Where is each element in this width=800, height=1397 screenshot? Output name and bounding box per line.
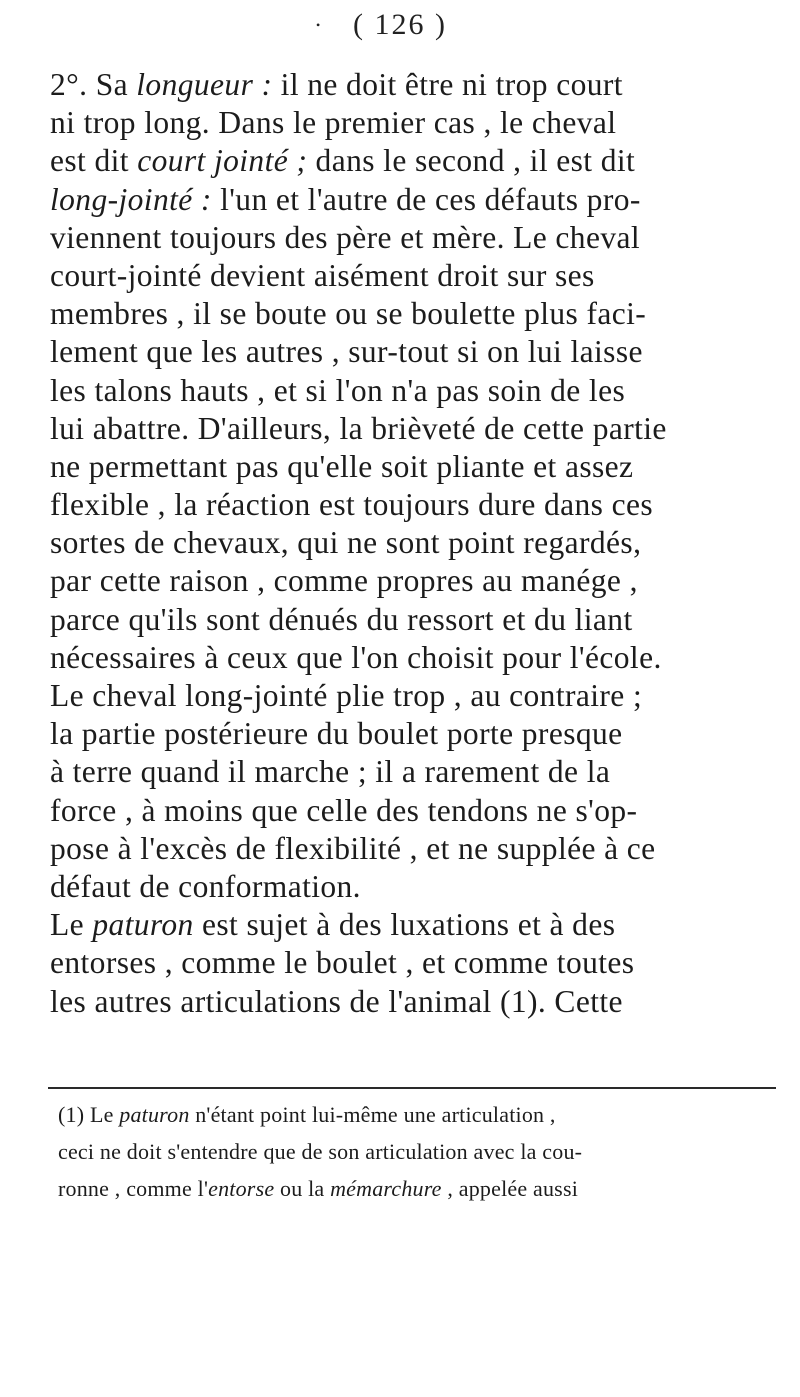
text-line <box>50 142 800 180</box>
text-run: est sujet à des luxations et à des <box>193 907 616 943</box>
text-line <box>50 410 800 448</box>
text-run: pose à l'excès de flexibilité , et ne supplée à ce <box>50 830 656 866</box>
text-run: Le <box>50 907 93 943</box>
italic-term: long-jointé : <box>50 181 212 217</box>
text-run: la partie postérieure du boulet porte presque <box>50 716 623 752</box>
footnote <box>58 1096 798 1207</box>
text-run: l'un et l'autre de ces défauts pro- <box>211 181 641 217</box>
text-line <box>50 715 800 753</box>
text-line <box>50 753 800 791</box>
text-run: court-jointé devient aisément droit sur ses <box>50 257 595 293</box>
text-line <box>50 906 800 944</box>
text-run: flexible , la réaction est toujours dure dans ces <box>50 487 654 523</box>
text-line <box>50 333 800 371</box>
text-line <box>50 104 800 142</box>
text-line <box>50 372 800 410</box>
text-run: Le cheval long-jointé plie trop , au contraire ; <box>50 678 643 713</box>
text-line <box>50 219 800 257</box>
footnote-line <box>58 1096 798 1133</box>
italic-term: court jointé ; <box>137 143 308 179</box>
text-line <box>50 181 800 219</box>
header-bullet: • <box>316 18 323 32</box>
text-run: , appelée aussi <box>441 1176 579 1201</box>
text-line <box>50 486 800 524</box>
text-run: ronne , comme l' <box>58 1176 209 1201</box>
text-run: n'étant point lui-même une articulation , <box>189 1102 556 1127</box>
text-line <box>50 601 800 639</box>
text-run: parce qu'ils sont dénués du ressort et du liant <box>50 601 633 637</box>
text-line <box>50 562 800 600</box>
text-run: lement que les autres , sur-tout si on lui laisse <box>50 334 643 370</box>
text-line <box>50 66 800 104</box>
text-run: est dit <box>50 143 138 179</box>
text-run: entorses , comme le boulet , et comme toutes <box>50 945 635 981</box>
italic-term: paturon <box>92 907 194 943</box>
italic-term: mémarchure <box>330 1176 442 1201</box>
text-line <box>50 983 800 1021</box>
text-run: à terre quand il marche ; il a rarement de la <box>50 754 611 790</box>
text-run: par cette raison , comme propres au manége , <box>50 563 638 599</box>
text-run: nécessaires à ceux que l'on choisit pour l'école. <box>50 639 662 675</box>
text-run: (1) Le <box>58 1102 120 1127</box>
page-number: ( 126 ) <box>353 8 447 41</box>
text-run: défaut de conformation. <box>50 868 361 904</box>
text-run: ni trop long. Dans le premier cas , le cheval <box>50 105 617 141</box>
text-line <box>50 257 800 295</box>
text-line <box>50 944 800 982</box>
text-line <box>50 868 800 906</box>
text-line <box>50 830 800 868</box>
italic-term: entorse <box>208 1176 275 1201</box>
text-line <box>50 677 800 715</box>
text-run: ceci ne doit s'entendre que de son articulation avec la cou- <box>58 1139 583 1164</box>
footnote-separator <box>48 1087 776 1089</box>
text-line <box>50 792 800 830</box>
text-line <box>50 295 800 333</box>
main-text <box>50 66 800 1021</box>
text-run: les talons hauts , et si l'on n'a pas soin de les <box>50 372 626 408</box>
page-header <box>0 8 800 42</box>
text-line <box>50 448 800 486</box>
text-run: force , à moins que celle des tendons ne s'op- <box>50 792 638 828</box>
italic-term: longueur : <box>136 67 273 102</box>
text-run: lui abattre. D'ailleurs, la brièveté de cette partie <box>50 410 667 446</box>
text-run: dans le second , il est dit <box>307 143 636 179</box>
text-run: 2°. Sa <box>50 67 137 102</box>
text-run: membres , il se boute ou se boulette plus faci- <box>50 296 647 332</box>
text-run: ou la <box>274 1176 331 1201</box>
text-run: les autres articulations de l'animal (1). Cette <box>50 983 623 1019</box>
footnote-line <box>58 1170 798 1207</box>
italic-term: paturon <box>119 1102 190 1127</box>
text-run: sortes de chevaux, qui ne sont point regardés, <box>50 525 642 561</box>
footnote-line <box>58 1133 798 1170</box>
text-run: ne permettant pas qu'elle soit pliante et assez <box>50 448 634 484</box>
text-run: il ne doit être ni trop court <box>272 67 623 102</box>
text-line <box>50 639 800 677</box>
text-line <box>50 524 800 562</box>
text-run: viennent toujours des père et mère. Le cheval <box>50 219 641 255</box>
